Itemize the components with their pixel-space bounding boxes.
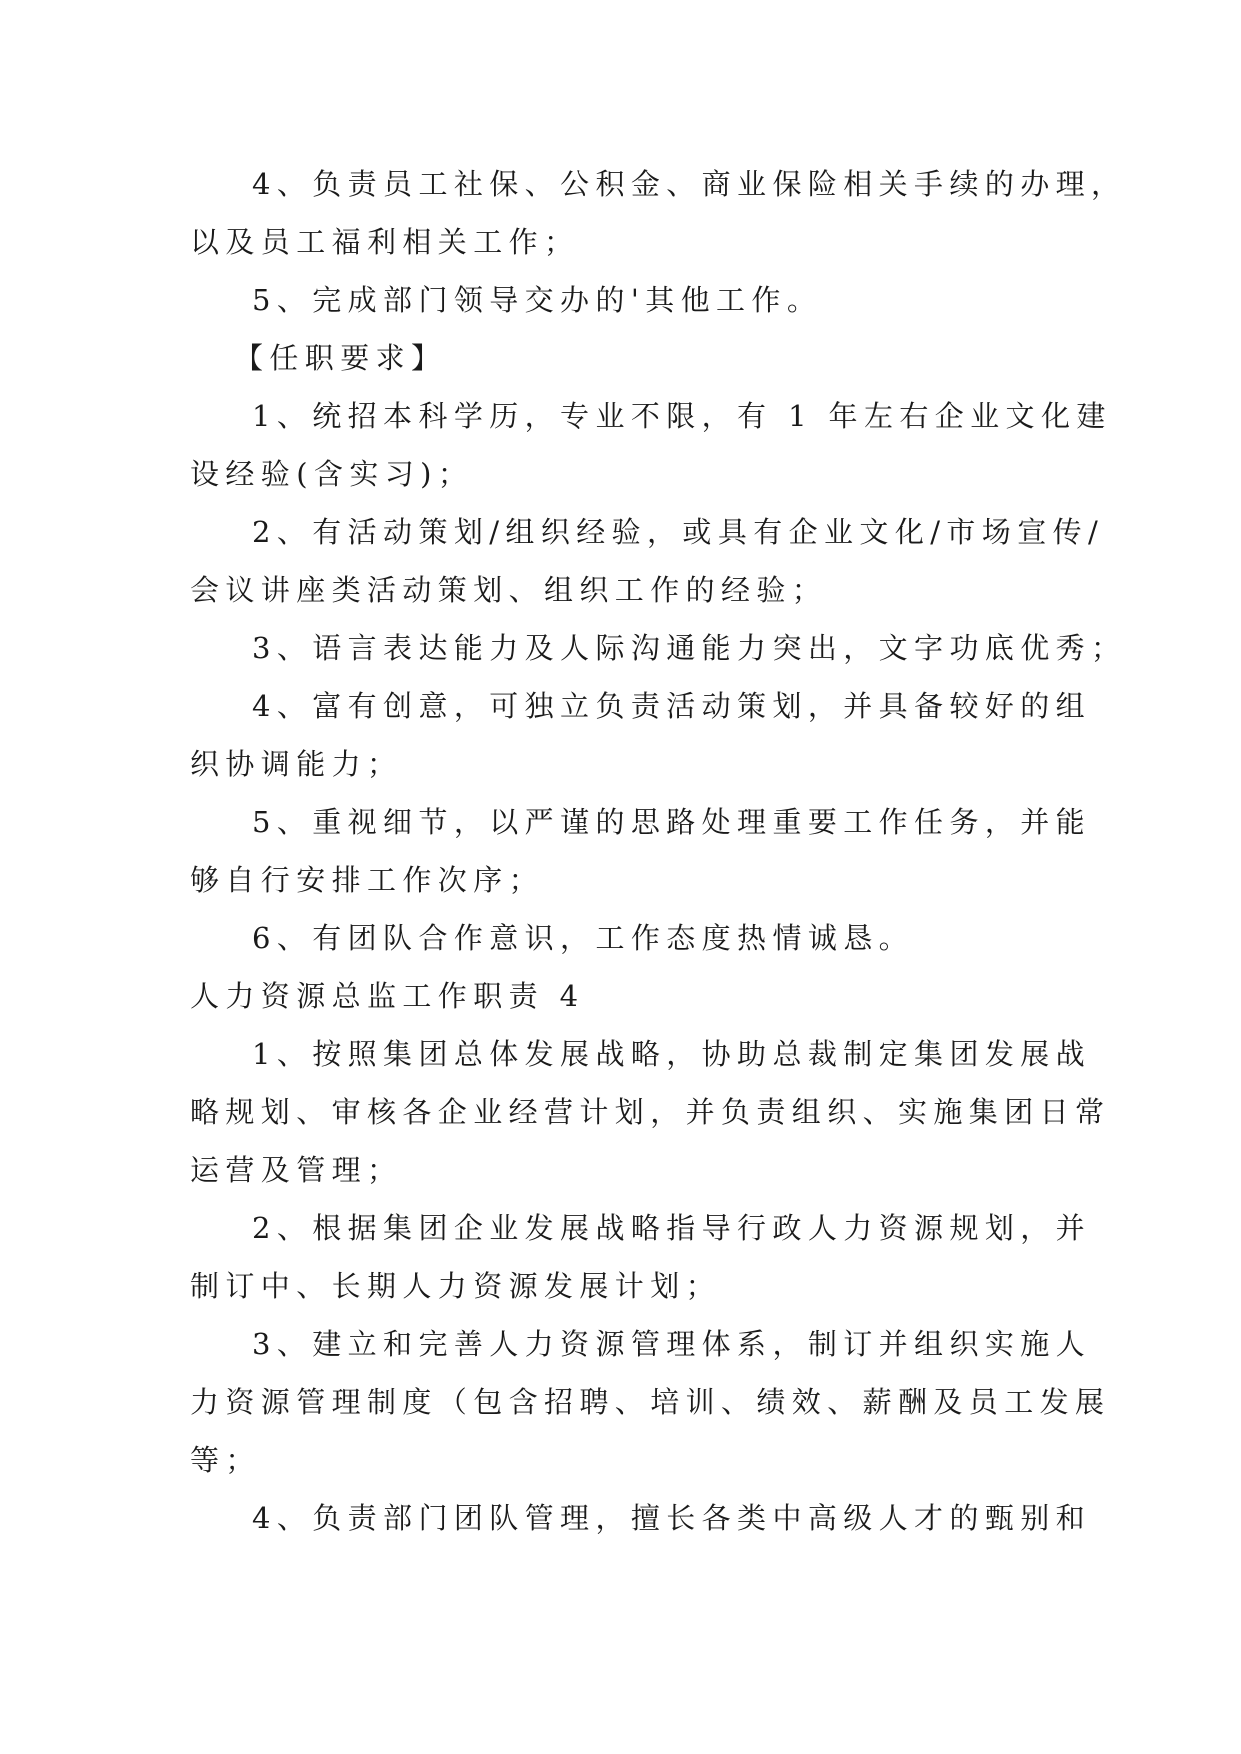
paragraph-line: 4、负责员工社保、公积金、商业保险相关手续的办理， [252, 167, 1127, 201]
paragraph-line: 3、建立和完善人力资源管理体系，制订并组织实施人 [252, 1327, 1092, 1361]
paragraph-line: 5、重视细节，以严谨的思路处理重要工作任务，并能 [252, 805, 1092, 839]
paragraph-line: 会议讲座类活动策划、组织工作的经验； [190, 573, 828, 607]
section-title: 人力资源总监工作职责 4 [190, 979, 585, 1013]
paragraph-line: 设经验(含实习)； [190, 457, 474, 491]
paragraph-line: 6、有团队合作意识，工作态度热情诚恳。 [252, 921, 915, 955]
paragraph-line: 5、完成部门领导交办的'其他工作。 [252, 283, 823, 317]
paragraph-line: 1、统招本科学历，专业不限，有 1 年左右企业文化建 [252, 399, 1112, 433]
paragraph-line: 1、按照集团总体发展战略，协助总裁制定集团发展战 [252, 1037, 1092, 1071]
paragraph-line: 3、语言表达能力及人际沟通能力突出，文字功底优秀； [252, 631, 1127, 665]
paragraph-line: 2、有活动策划/组织经验，或具有企业文化/市场宣传/ [252, 515, 1105, 549]
paragraph-line: 力资源管理制度（包含招聘、培训、绩效、薪酬及员工发展 [190, 1385, 1111, 1419]
document-body [190, 155, 1127, 1547]
section-heading: 【任职要求】 [234, 341, 447, 375]
paragraph-line: 织协调能力； [190, 747, 403, 781]
paragraph-line: 运营及管理； [190, 1153, 403, 1187]
paragraph-line: 4、负责部门团队管理，擅长各类中高级人才的甄别和 [252, 1501, 1092, 1535]
paragraph-line: 够自行安排工作次序； [190, 863, 545, 897]
paragraph-line: 略规划、审核各企业经营计划，并负责组织、实施集团日常 [190, 1095, 1111, 1129]
paragraph-line: 以及员工福利相关工作； [190, 225, 580, 259]
paragraph-line: 制订中、长期人力资源发展计划； [190, 1269, 722, 1303]
paragraph-line: 等； [190, 1443, 261, 1477]
paragraph-line: 4、富有创意，可独立负责活动策划，并具备较好的组 [252, 689, 1092, 723]
paragraph-line: 2、根据集团企业发展战略指导行政人力资源规划，并 [252, 1211, 1092, 1245]
